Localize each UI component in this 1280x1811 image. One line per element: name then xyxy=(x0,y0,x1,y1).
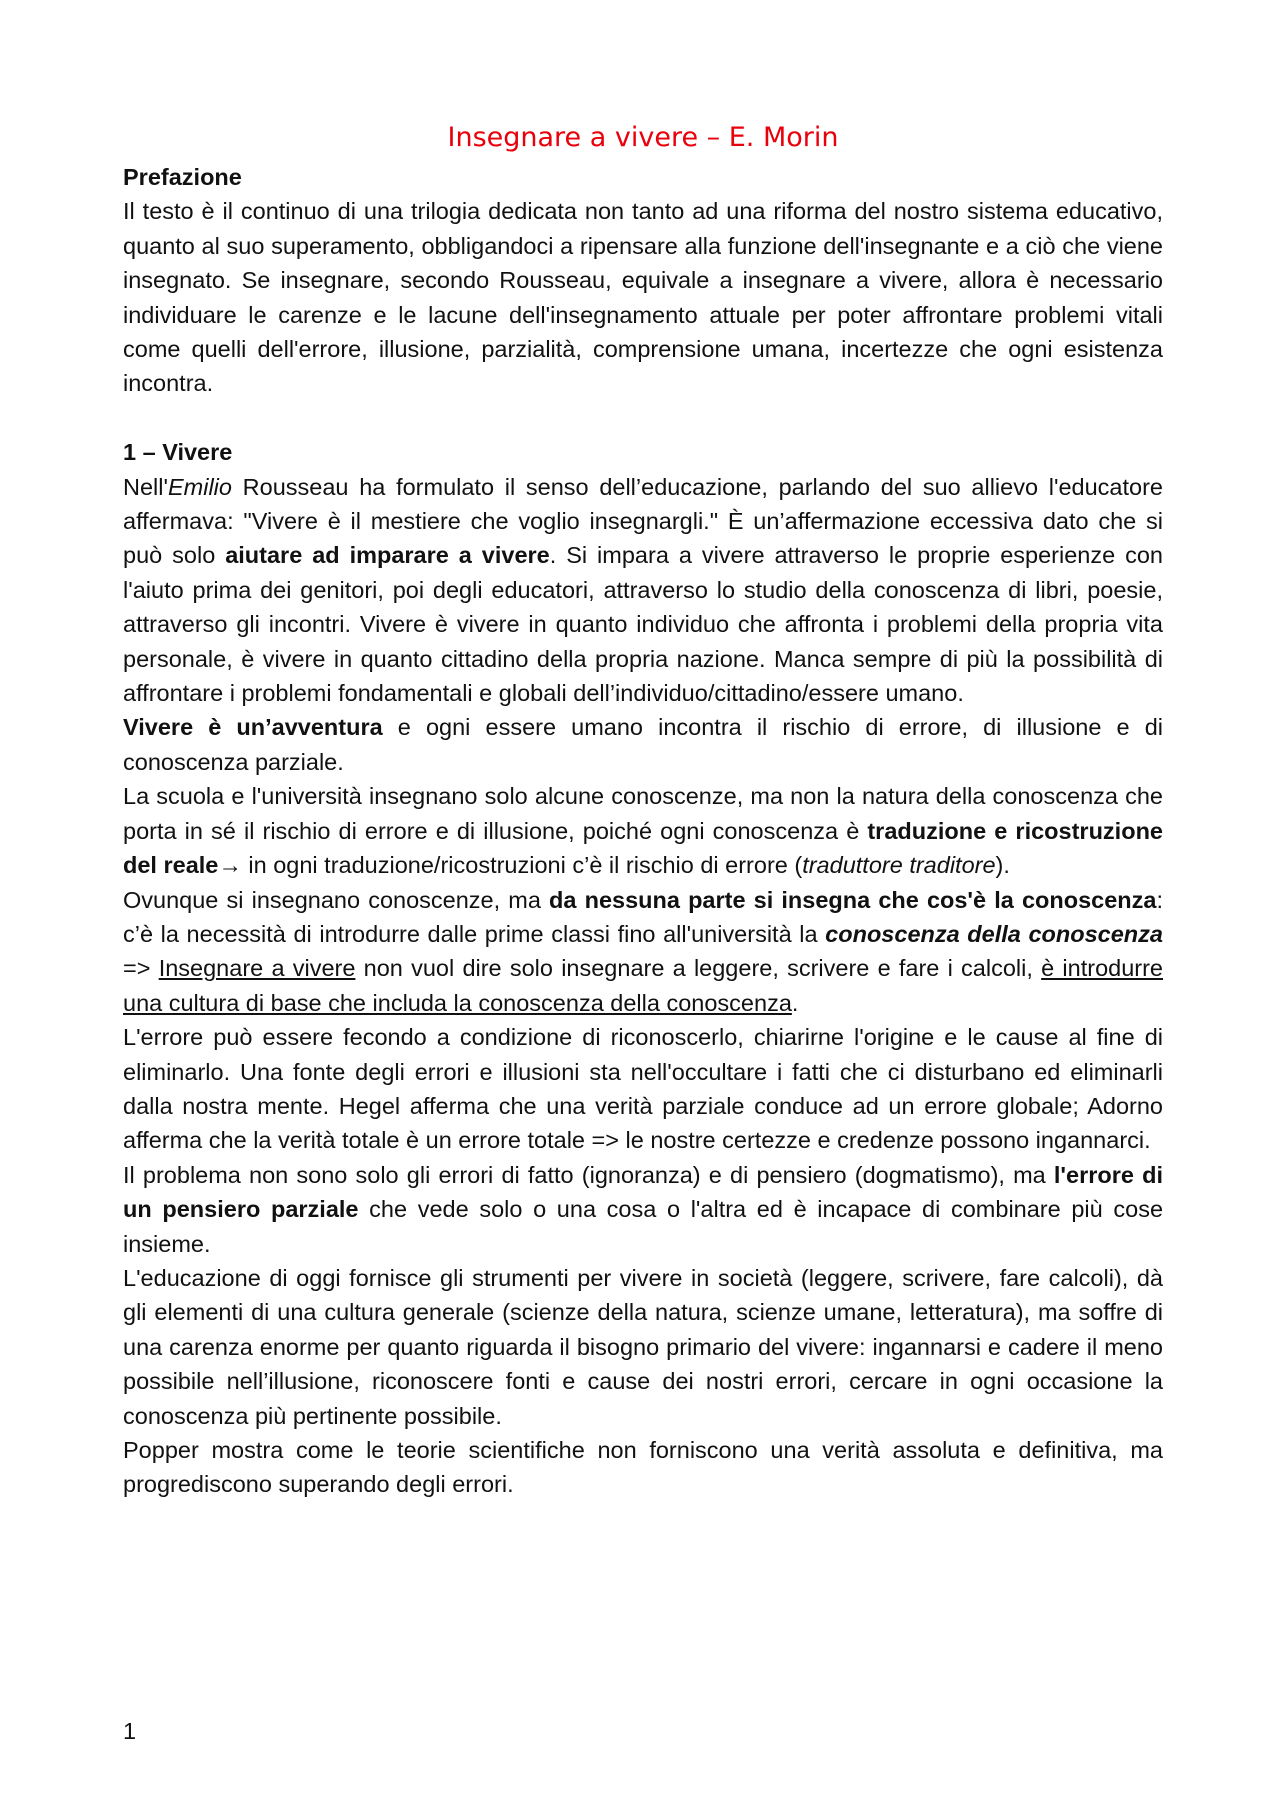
paragraph-prefazione: Il testo è il continuo di una trilogia dedicata non tanto ad una riforma del nostro sistema educativo, quanto al suo superamento, obbligandoci a ripensare alla funzione dell'insegnante e a ciò che viene insegnato. Se insegnare, secondo Rousseau, equivale a insegnare a vivere, allora è necessario individuare le carenze e le lacune dell'insegnamento attuale per poter affrontare problemi vitali come quelli dell'errore, illusione, parzialità, comprensione umana, incertezze che ogni esistenza incontra. xyxy=(123,198,1163,397)
bold-run: l'errore di un pensiero parziale xyxy=(123,1161,1163,1223)
text-run: La scuola e l'università insegnano solo alcune conoscenze, ma non la natura della conoscenza che porta in sé il rischio di errore e di illusione, poiché ogni conoscenza è xyxy=(123,783,1163,844)
italic-run: traduttore traditore xyxy=(802,852,996,879)
paragraph-avventura xyxy=(123,710,1163,779)
bold-run: Vivere è un’avventura xyxy=(123,714,383,741)
paragraph-problema xyxy=(123,1158,1163,1261)
text-run: ). xyxy=(995,852,1010,879)
paragraph-ovunque xyxy=(123,883,1163,1021)
heading-vivere: 1 – Vivere xyxy=(123,439,233,466)
bold-run: da nessuna parte si insegna che cos'è la conoscenza xyxy=(549,886,1157,913)
paragraph-errore: L'errore può essere fecondo a condizione di riconoscerlo, chiarirne l'origine e le cause al fine di eliminarlo. Una fonte degli errori e illusioni sta nell'occultare i fatti che ci disturbano ed eliminarli dalla nostra mente. Hegel afferma che una verità parziale conduce ad un errore globale; Adorno afferma che la verità totale è un errore totale => le nostre certezze e credenze possono ingannarci. xyxy=(123,1024,1163,1154)
text-run: Il problema non sono solo gli errori di fatto (ignoranza) e di pensiero (dogmatismo), ma xyxy=(123,1161,1054,1188)
text-run: . Si impara a vivere attraverso le proprie esperienze con l'aiuto prima dei genitori, poi degli educatori, attraverso lo studio della conoscenza di libri, poesie, attraverso gli incontri. Vivere è vivere in quanto individuo che affronta i problemi della propria vita personale, è vivere in quanto cittadino della propria nazione. Manca sempre di più la possibilità di affrontare i problemi fondamentali e globali dell’individuo/cittadino/essere umano. xyxy=(123,542,1163,707)
text-run: => xyxy=(123,955,159,982)
paragraph-scuola xyxy=(123,779,1163,882)
text-run: Nell' xyxy=(123,473,168,500)
bold-run: traduzione e ricostruzione del reale xyxy=(123,817,1163,879)
text-run: . xyxy=(791,989,799,1016)
heading-prefazione: Prefazione xyxy=(123,164,242,190)
text-run: : c’è la necessità di introdurre dalle prime classi fino all'università la xyxy=(123,886,1163,947)
underlined-run: è introdurre una cultura di base che includa la conoscenza della conoscenza xyxy=(123,955,1163,1016)
document-title: Insegnare a vivere – E. Morin xyxy=(447,122,839,153)
italic-run: Emilio xyxy=(167,473,232,500)
document-page xyxy=(123,118,1163,1502)
paragraph-popper: Popper mostra come le teorie scientifiche non forniscono una verità assoluta e definitiva, ma progrediscono superando degli errori. xyxy=(123,1437,1163,1498)
paragraph-emilio xyxy=(123,470,1163,711)
page-number: 1 xyxy=(123,1718,137,1744)
arrow-icon: → xyxy=(218,852,242,879)
text-run: in ogni traduzione/ricostruzioni c’è il rischio di errore ( xyxy=(241,852,803,879)
underlined-run: Insegnare a vivere xyxy=(158,955,356,982)
text-run: e ogni essere umano incontra il rischio di errore, di illusione e di conoscenza parziale. xyxy=(123,714,1163,775)
paragraph-educazione: L'educazione di oggi fornisce gli strumenti per vivere in società (leggere, scrivere, fare calcoli), dà gli elementi di una cultura generale (scienze della natura, scienze umane, letteratura), ma soffre di una carenza enorme per quanto riguarda il bisogno primario del vivere: ingannarsi e cadere il meno possibile nell’illusione, riconoscere fonti e cause dei nostri errori, cercare in ogni occasione la conoscenza più pertinente possibile. xyxy=(123,1264,1163,1429)
bold-italic-run: conoscenza della conoscenza xyxy=(825,920,1163,947)
text-run: che vede solo o una cosa o l'altra ed è incapace di combinare più cose insieme. xyxy=(123,1196,1164,1257)
text-run: Ovunque si insegnano conoscenze, ma xyxy=(123,886,550,913)
text-run: non vuol dire solo insegnare a leggere, scrivere e fare i calcoli, xyxy=(355,955,1042,982)
text-run: Rousseau ha formulato il senso dell’educazione, parlando del suo allievo l'educatore affermava: "Vivere è il mestiere che voglio insegnargli." È un’affermazione eccessiva dato che si può solo xyxy=(123,473,1163,569)
bold-run: aiutare ad imparare a vivere xyxy=(225,542,550,569)
spacer xyxy=(123,401,1163,435)
